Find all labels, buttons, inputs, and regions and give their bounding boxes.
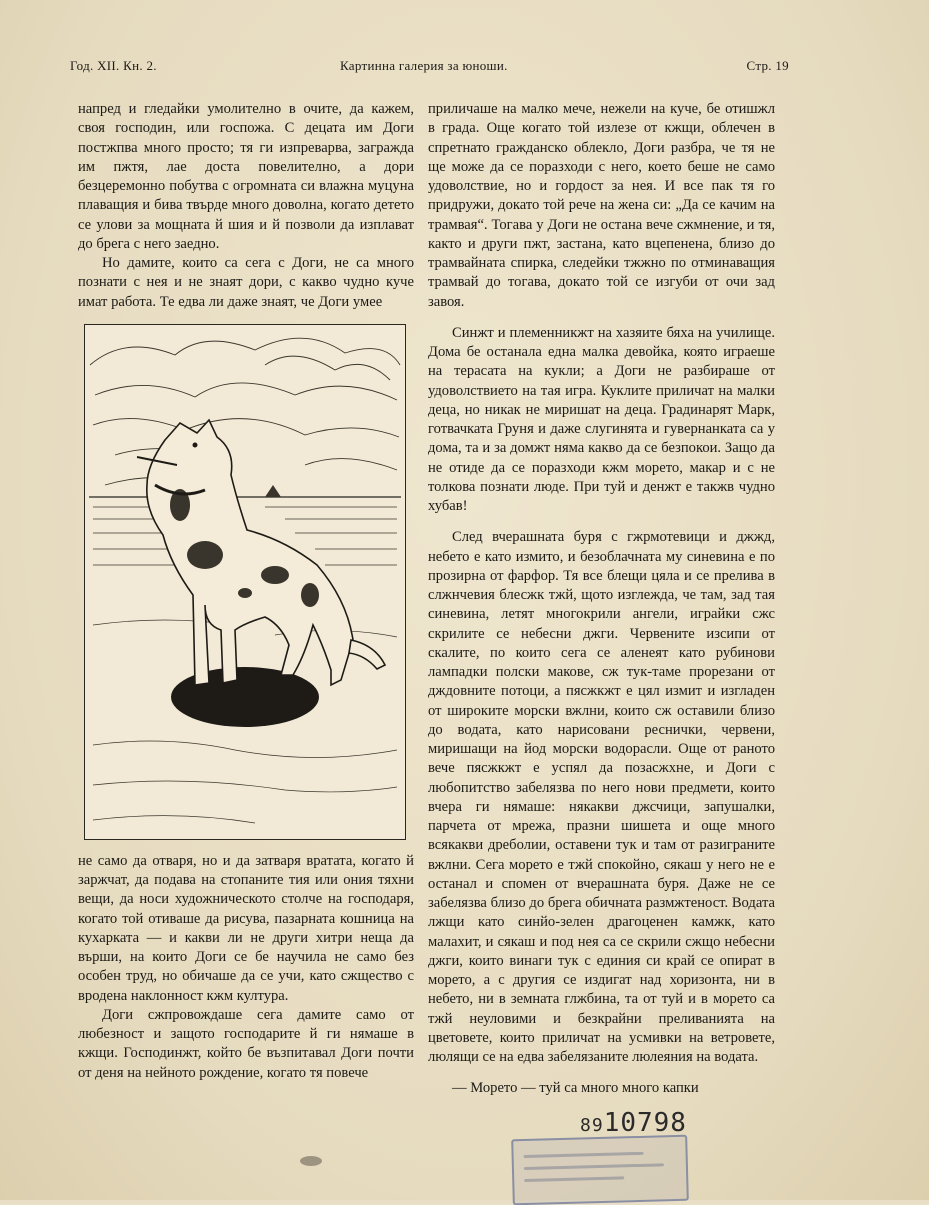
page-number: Стр. 19 (746, 58, 789, 73)
dog-engraving-image (85, 325, 404, 838)
right-column (428, 100, 775, 1099)
library-stamp (511, 1135, 689, 1205)
paragraph: Синжт и племенникжт на хазяите бяха на училище. Дома бе останала една малка девойка, която играеше на терасата на кукли; а Доги не разбираше от удоволствието на тая игра. Куклите приличат на малки деца, но никак не миришат на деца. Градинарят Марк, готвачката Груня и даже слугинята и гувернанката са у дома, та и за домжт няма какво да се безпокои. Защо да не отиде да се поразходи кжм морето, макар и с не толкова познати люде. При туй и денжт е такжв чудно хубав! (428, 324, 775, 514)
issue-label: Год. XII. Кн. 2. (70, 58, 157, 73)
ink-blemish (300, 1156, 322, 1166)
left-column (78, 100, 414, 1083)
paragraph: Доги сжпровождаше сега дамите само от любезност и защото господарите й ги нямаше в кжщи. Господинжт, който бе възпитавал Доги почти от деня на нейното рождение, когато тя повече (78, 1006, 414, 1081)
paragraph: След вчерашната буря с гжрмотевици и джжд, небето е като измито, и безоблачната му синевина е по прозирна от фарфор. Тя все блещи цяла и се прелива в слжнчевия блесжк тжй, щото изглежда, че там, зад тая синевина, летят многокрили ангели, играйки сжс скрилите се небесни джги. Червените изсипи от скалите, по които сега се аленеят като рубинови лампадки полски макове, сж тук-таме прорезани от дждовните потоци, а пясжкжт е цял измит и изгладен от широките морски вжлни, които сж оставили близо до водата, като нарисовани реснички, червени, миришащи на йод морски водорасли. Още от раното вече пясжкжт е успял да позасжхне, и Доги с любопитство забелязва по него нови предмети, които вчера ги нямаше: някакви джсчици, запушалки, парчета от мрежа, празни шишета и още много всякакви дреболии, оставени тук и там от разиграните вжлни. Сега морето е тжй спокойно, сякаш у него не е останал и спомен от вчерашната буря. Даже не се забелязва близо до брега обичната размжтеност. Водата лжщи като синйо-зелен драгоценен камжк, като малахит, и сякаш и под нея са се скрили сжщо небесни джги, които винаги тук с единия си край се опират в морето, а с другия се издигат над хоризонта, ни в небето, ни в земната глжбина, та от туй и в морето са тжй неуловими и безкрайни преливанията на цветовете, които приличат на усмивки на ветровете, люлящи се на едва забелязаните люлеяния на водата. (428, 529, 775, 1065)
inventory-number (580, 1108, 687, 1138)
journal-title: Картинна галерия за юноши. (340, 58, 508, 73)
stamp-line (524, 1176, 624, 1182)
page-header (70, 58, 789, 78)
dog-illustration (84, 324, 406, 840)
stamp-line (524, 1152, 644, 1158)
paragraph: приличаше на малко мече, нежели на куче, бе отишжл в града. Още когато той излезе от кжщи, облечен в спретнато гражданско облекло, Доги разбра, че тя не ще може да се поразходи с него, което беше не само удоволствие, но и гордост за нея. И все пак тя го придружи, докато той рече на жена си: „Да се качим на трамвая“. Тогава у Доги не остана вече сжмнение, и тя, както и други пжт, застана, като вцепенена, близо до трамвайната спирка, следейки тжжно по отминаващия трамвай до тогава, докато той се изгуби от очи зад завоя. (428, 101, 775, 310)
paragraph: не само да отваря, но и да затваря вратата, когато й заржчат, да подава на стопаните тия или ония тяхни вещи, да носи художническото столче на господаря, когато той отиваше да рисува, пазарната кошница на кухарката — и какви ли не други хитри неща да върши, на които Доги се бе научила не само без особен труд, но обичаше да се учи, като сжщество с вродена наклонност кжм култура. (78, 852, 414, 1004)
paragraph: напред и гледайки умолително в очите, да кажем, своя господин, или госпожа. С децата им Доги постжпва много просто; тя ги изпреварва, заграждa им пжтя, лае доста повелително, а дори безцеремонно побутва с огромната си влажна муцуна плаващия и бива твърде много доволна, когато детето се улови за мощната й шия и й позволи да изплават до брега с него заедно. (78, 101, 414, 252)
stamp-line (524, 1163, 664, 1170)
inventory-prefix: 89 (580, 1115, 604, 1136)
paragraph: — Морето — туй са много много капки (452, 1080, 699, 1097)
paragraph: Но дамите, които са сега с Доги, не са много познати с нея и не знаят дори, с какво чудно куче имат работа. Те едва ли даже знаят, че Доги умее (78, 255, 414, 310)
inventory-digits: 10798 (603, 1108, 687, 1138)
